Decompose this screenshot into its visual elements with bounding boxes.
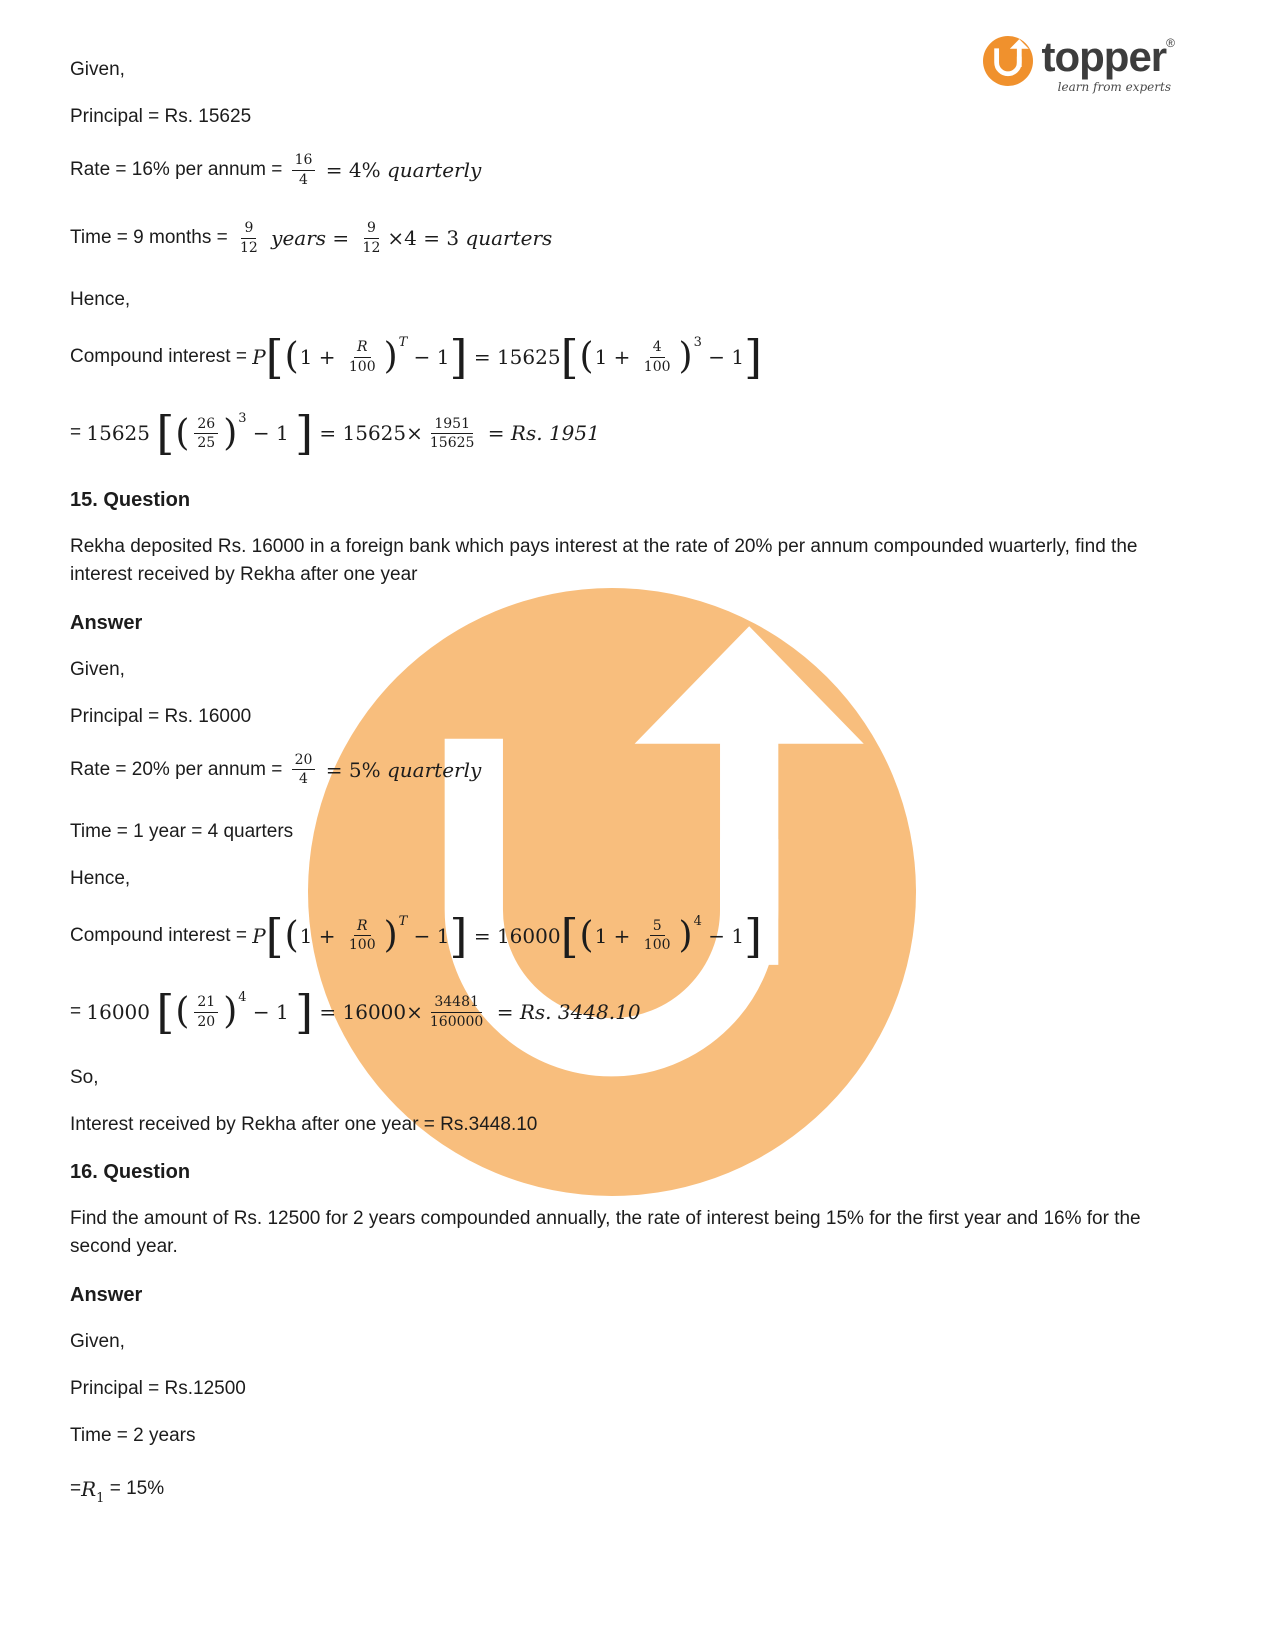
registered-mark: ®: [1166, 36, 1175, 50]
fraction: $\frac{5}{100}$: [643, 918, 671, 954]
equation-rate1-q16: = R 1 = 15%: [70, 1477, 165, 1507]
fraction: $\frac{34481}{160000}$: [429, 994, 484, 1030]
fraction: $\frac{9}{12}$: [362, 220, 381, 256]
equation-time-q14: Time = 9 months = $\frac{9}{12}$ years = $\frac{9}{12}$ ×4 = 3 quarters: [70, 220, 553, 256]
fraction: $\frac{16}{4}$: [292, 151, 316, 188]
text-principal-q14: Principal = Rs. 15625: [70, 106, 252, 127]
question-15-text: Rekha deposited Rs. 16000 in a foreign bank which pays interest at the rate of 20% per annum compounded wuarterly, find the interest received by Rekha after one year: [70, 535, 1138, 585]
fraction: $\frac{1951}{15625}$: [429, 415, 475, 451]
question-16-text: Find the amount of Rs. 12500 for 2 years compounded annually, the rate of interest being 15% for the first year and 16% for the second year.: [70, 1208, 1141, 1258]
topper-logo: [983, 33, 1176, 94]
text-given-q16: Given,: [70, 1331, 125, 1353]
text-hence-q14: Hence,: [70, 289, 131, 310]
text-given-q14: Given,: [70, 59, 125, 80]
fraction: $\frac{R}{100}$: [348, 918, 376, 954]
fraction: $\frac{4}{100}$: [643, 339, 671, 375]
text-hence-q15: Hence,: [70, 867, 131, 889]
logo-tagline: learn from experts: [1057, 80, 1171, 94]
equation-rate-q15: Rate = 20% per annum = $\frac{20}{4}$ = 5% quarterly: [70, 751, 482, 788]
equation-compound-interest-1-q14: Compound interest = P [ ( 1 + $\frac{R}{100}$ ) T − 1 ] = 15625 [ ( 1 + $\frac{4}{100}$ ) 3 − 1 ]: [70, 330, 763, 384]
equation-compound-interest-1-q15: Compound interest = P [ ( 1 + $\frac{R}{100}$ ) T − 1 ] = 16000 [ ( 1 + $\frac{5}{100}$ ) 4 − 1 ]: [70, 908, 763, 963]
equation-compound-interest-2-q15: = 16000 [ ( $\frac{21}{20}$ ) 4 − 1 ] = 16000× $\frac{34481}{160000}$ = Rs. 3448.10: [70, 984, 641, 1039]
equation-rate-q14: Rate = 16% per annum = $\frac{16}{4}$ = 4% quarterly: [70, 152, 482, 188]
answer-label-q16: Answer: [70, 1284, 143, 1307]
equation-compound-interest-2-q14: = 15625 [ ( $\frac{26}{25}$ ) 3 − 1 ] = 15625× $\frac{1951}{15625}$ = Rs. 1951: [70, 406, 600, 461]
topper-logo-icon: [983, 36, 1033, 86]
logo-text: [1041, 33, 1176, 94]
text-time-q15: Time = 1 year = 4 quarters: [70, 820, 294, 842]
fraction: $\frac{20}{4}$: [292, 751, 316, 788]
text-principal-q15: Principal = Rs. 16000: [70, 705, 252, 727]
brand-name: topper: [1041, 33, 1167, 80]
text-result-q15: Interest received by Rekha after one year = Rs.3448.10: [70, 1114, 538, 1136]
fraction: $\frac{26}{25}$: [194, 415, 218, 452]
text-time-q16: Time = 2 years: [70, 1425, 196, 1447]
fraction: $\frac{R}{100}$: [348, 339, 376, 375]
question-16-heading: 16. Question: [70, 1161, 191, 1184]
question-15-heading: 15. Question: [70, 488, 191, 511]
answer-label-q15: Answer: [70, 611, 143, 634]
document-content: [70, 56, 1190, 1537]
text-principal-q16: Principal = Rs.12500: [70, 1378, 246, 1400]
fraction: $\frac{9}{12}$: [239, 220, 258, 256]
text-given-q15: Given,: [70, 658, 125, 680]
fraction: $\frac{21}{20}$: [194, 993, 218, 1030]
text-so-q15: So,: [70, 1067, 99, 1089]
